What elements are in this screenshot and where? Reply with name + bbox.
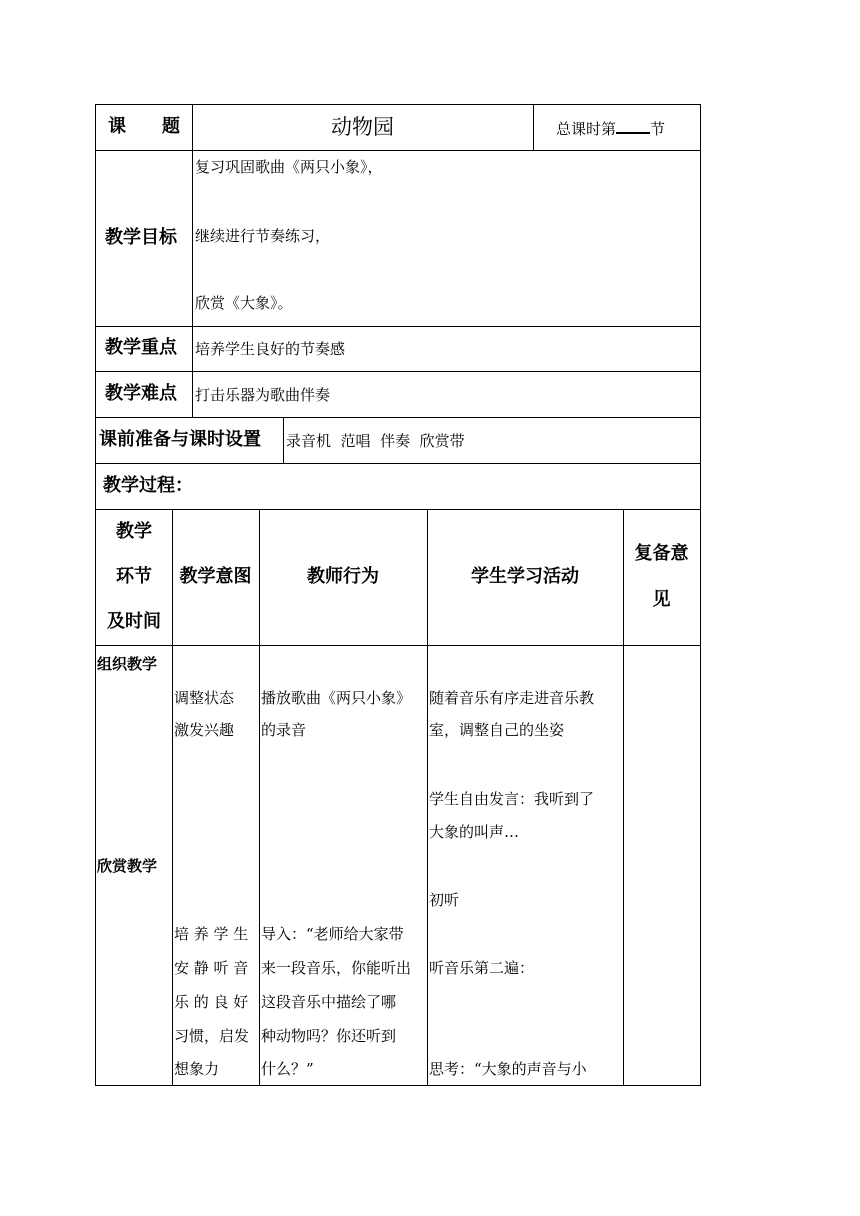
table-border bbox=[95, 104, 96, 1086]
student-line: 思考：“大象的声音与小 bbox=[429, 1060, 587, 1078]
student-line: 大象的叫声… bbox=[429, 823, 520, 841]
table-border bbox=[95, 104, 701, 105]
table-border bbox=[283, 417, 284, 464]
table-border bbox=[95, 463, 701, 464]
col-header-review: 见 bbox=[652, 589, 671, 610]
intent-line: 想象力 bbox=[174, 1060, 220, 1078]
col-header-student: 学生学习活动 bbox=[471, 566, 579, 587]
stage-organize: 组织教学 bbox=[97, 655, 158, 673]
table-border bbox=[95, 371, 701, 372]
student-line: 初听 bbox=[429, 891, 460, 909]
col-header-stage: 环节 bbox=[116, 566, 152, 587]
teacher-line: 这段音乐中描绘了哪 bbox=[261, 993, 397, 1011]
key-point-label: 教学重点 bbox=[105, 337, 177, 358]
goal-item: 欣赏《大象》。 bbox=[195, 294, 293, 312]
goals-label: 教学目标 bbox=[105, 227, 177, 248]
preparation-label: 课前准备与课时设置 bbox=[99, 429, 261, 450]
lesson-title: 动物园 bbox=[331, 115, 394, 139]
student-line: 室，调整自己的坐姿 bbox=[429, 721, 565, 739]
col-header-teacher: 教师行为 bbox=[307, 566, 379, 587]
total-lessons bbox=[556, 118, 665, 139]
preparation-value: 录音机 范唱 伴奏 欣赏带 bbox=[286, 432, 465, 450]
col-header-stage: 及时间 bbox=[107, 611, 161, 632]
goal-item: 继续进行节奏练习， bbox=[195, 227, 331, 245]
lesson-number-blank bbox=[616, 118, 650, 134]
teacher-line: 种动物吗？你还听到 bbox=[261, 1027, 397, 1045]
difficulty-value: 打击乐器为歌曲伴奏 bbox=[195, 386, 331, 404]
col-header-review: 复备意 bbox=[634, 543, 689, 564]
table-border bbox=[95, 645, 701, 646]
table-border bbox=[95, 417, 701, 418]
stage-appreciation: 欣赏教学 bbox=[97, 857, 158, 875]
intent-line: 激发兴趣 bbox=[174, 721, 235, 739]
teacher-line: 的录音 bbox=[261, 721, 307, 739]
teacher-line: 播放歌曲《两只小象》 bbox=[261, 689, 412, 707]
intent-line: 乐 的 良 好 bbox=[174, 993, 249, 1011]
total-lessons-suffix: 节 bbox=[650, 120, 666, 138]
table-border bbox=[700, 104, 701, 1086]
table-border bbox=[95, 326, 701, 327]
table-border bbox=[95, 509, 701, 510]
col-header-stage: 教学 bbox=[116, 521, 152, 542]
table-border bbox=[533, 104, 534, 151]
goal-item: 复习巩固歌曲《两只小象》， bbox=[195, 158, 383, 176]
teacher-line: 来一段音乐，你能听出 bbox=[261, 959, 412, 977]
table-border bbox=[259, 509, 260, 1086]
student-line: 随着音乐有序走进音乐教 bbox=[429, 689, 595, 707]
intent-line: 习惯，启发 bbox=[174, 1027, 250, 1045]
teacher-line: 什么？” bbox=[261, 1060, 314, 1078]
difficulty-label: 教学难点 bbox=[105, 383, 177, 404]
total-lessons-prefix: 总课时第 bbox=[556, 120, 617, 138]
intent-line: 调整状态 bbox=[174, 689, 235, 707]
student-line: 学生自由发言：我听到了 bbox=[429, 790, 595, 808]
intent-line: 培 养 学 生 bbox=[174, 925, 249, 943]
table-border bbox=[427, 509, 428, 1086]
key-point-value: 培养学生良好的节奏感 bbox=[195, 340, 346, 358]
topic-label: 课 题 bbox=[108, 116, 180, 137]
table-border bbox=[172, 509, 173, 1086]
teacher-line: 导入：“老师给大家带 bbox=[261, 925, 404, 943]
process-label: 教学过程： bbox=[103, 475, 193, 496]
student-line: 听音乐第二遍： bbox=[429, 959, 535, 977]
table-border bbox=[95, 150, 701, 151]
table-border bbox=[192, 150, 193, 418]
table-border bbox=[95, 1085, 701, 1086]
col-header-intent: 教学意图 bbox=[179, 566, 252, 587]
intent-line: 安 静 听 音 bbox=[174, 959, 249, 977]
